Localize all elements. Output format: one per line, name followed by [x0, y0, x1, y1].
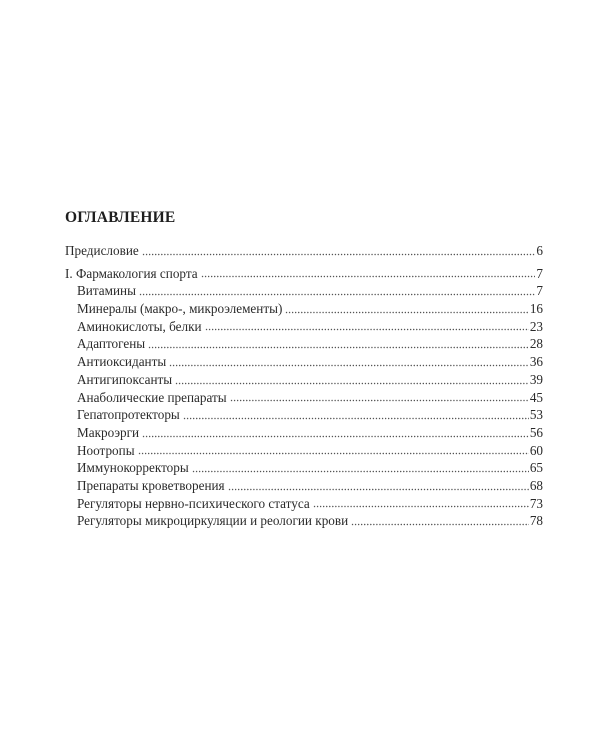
dot-leader [228, 481, 529, 491]
page-title: ОГЛАВЛЕНИЕ [65, 209, 176, 226]
toc-entry-page: 28 [529, 336, 543, 352]
toc-entry-label: Предисловие [65, 243, 139, 258]
toc-entry-preface[interactable] [65, 242, 543, 260]
dot-leader [351, 516, 529, 526]
dot-leader [183, 410, 529, 420]
toc-entry[interactable] [65, 371, 543, 389]
toc-entry-page: 23 [529, 318, 543, 334]
toc-entry-page: 7 [536, 283, 543, 299]
table-of-contents-page [65, 208, 543, 530]
toc-entry-page: 53 [529, 407, 543, 423]
toc-entry[interactable] [65, 406, 543, 424]
toc-entry[interactable] [65, 318, 543, 336]
dot-leader [230, 392, 529, 402]
dot-leader [175, 375, 529, 385]
toc-entry-label: Адаптогены [77, 336, 146, 352]
toc-entry-label: Макроэрги [77, 424, 140, 440]
dot-leader [313, 498, 529, 508]
dot-leader [142, 246, 536, 256]
toc-entry[interactable] [65, 353, 543, 371]
dot-leader [139, 286, 535, 296]
toc-entry-page: 60 [529, 442, 543, 458]
dot-leader [201, 268, 536, 278]
toc-entry[interactable] [65, 442, 543, 460]
toc-entry-label: Ноотропы [77, 442, 135, 458]
toc-entry-label: Иммунокорректоры [77, 460, 189, 476]
toc-entry[interactable] [65, 477, 543, 495]
toc-list [65, 242, 543, 530]
toc-entry[interactable] [65, 300, 543, 318]
toc-entry-label: Аминокислоты, белки [77, 318, 202, 334]
dot-leader [169, 357, 529, 367]
toc-entry-label: I. Фармакология спорта [65, 265, 198, 281]
toc-entry-page: 36 [529, 354, 543, 370]
toc-entry[interactable] [65, 512, 543, 530]
toc-entry-page: 68 [529, 477, 543, 493]
toc-entry-page: 56 [529, 424, 543, 440]
toc-entry-label: Регуляторы микроциркуляции и реологии крови [77, 513, 349, 529]
dot-leader [138, 445, 529, 455]
toc-entry-label: Анаболические препараты [77, 389, 227, 405]
dot-leader [205, 321, 529, 331]
toc-entry-label: Антиоксиданты [77, 354, 167, 370]
toc-entry-page: 78 [529, 513, 543, 529]
dot-leader [148, 339, 529, 349]
toc-entry-page: 7 [536, 265, 543, 281]
toc-entry-page: 16 [529, 301, 543, 317]
toc-entry-section[interactable] [65, 265, 543, 283]
toc-entry-page: 73 [529, 495, 543, 511]
toc-entry-label: Регуляторы нервно-психического статуса [77, 495, 310, 511]
toc-entry-label: Препараты кроветворения [77, 477, 225, 493]
toc-entry-page: 6 [536, 243, 543, 258]
toc-entry[interactable] [65, 424, 543, 442]
toc-entry[interactable] [65, 459, 543, 477]
dot-leader [285, 304, 528, 314]
dot-leader [142, 428, 529, 438]
toc-entry[interactable] [65, 282, 543, 300]
toc-entry-label: Антигипоксанты [77, 371, 173, 387]
toc-entry-label: Минералы (макро-, микроэлементы) [77, 301, 283, 317]
dot-leader [192, 463, 529, 473]
toc-entry[interactable] [65, 389, 543, 407]
toc-entry-label: Гепатопротекторы [77, 407, 180, 423]
toc-entry-label: Витамины [77, 283, 136, 299]
toc-entry-page: 65 [529, 460, 543, 476]
toc-entry[interactable] [65, 335, 543, 353]
toc-entry-page: 39 [529, 371, 543, 387]
toc-entry-page: 45 [529, 389, 543, 405]
toc-entry[interactable] [65, 495, 543, 513]
